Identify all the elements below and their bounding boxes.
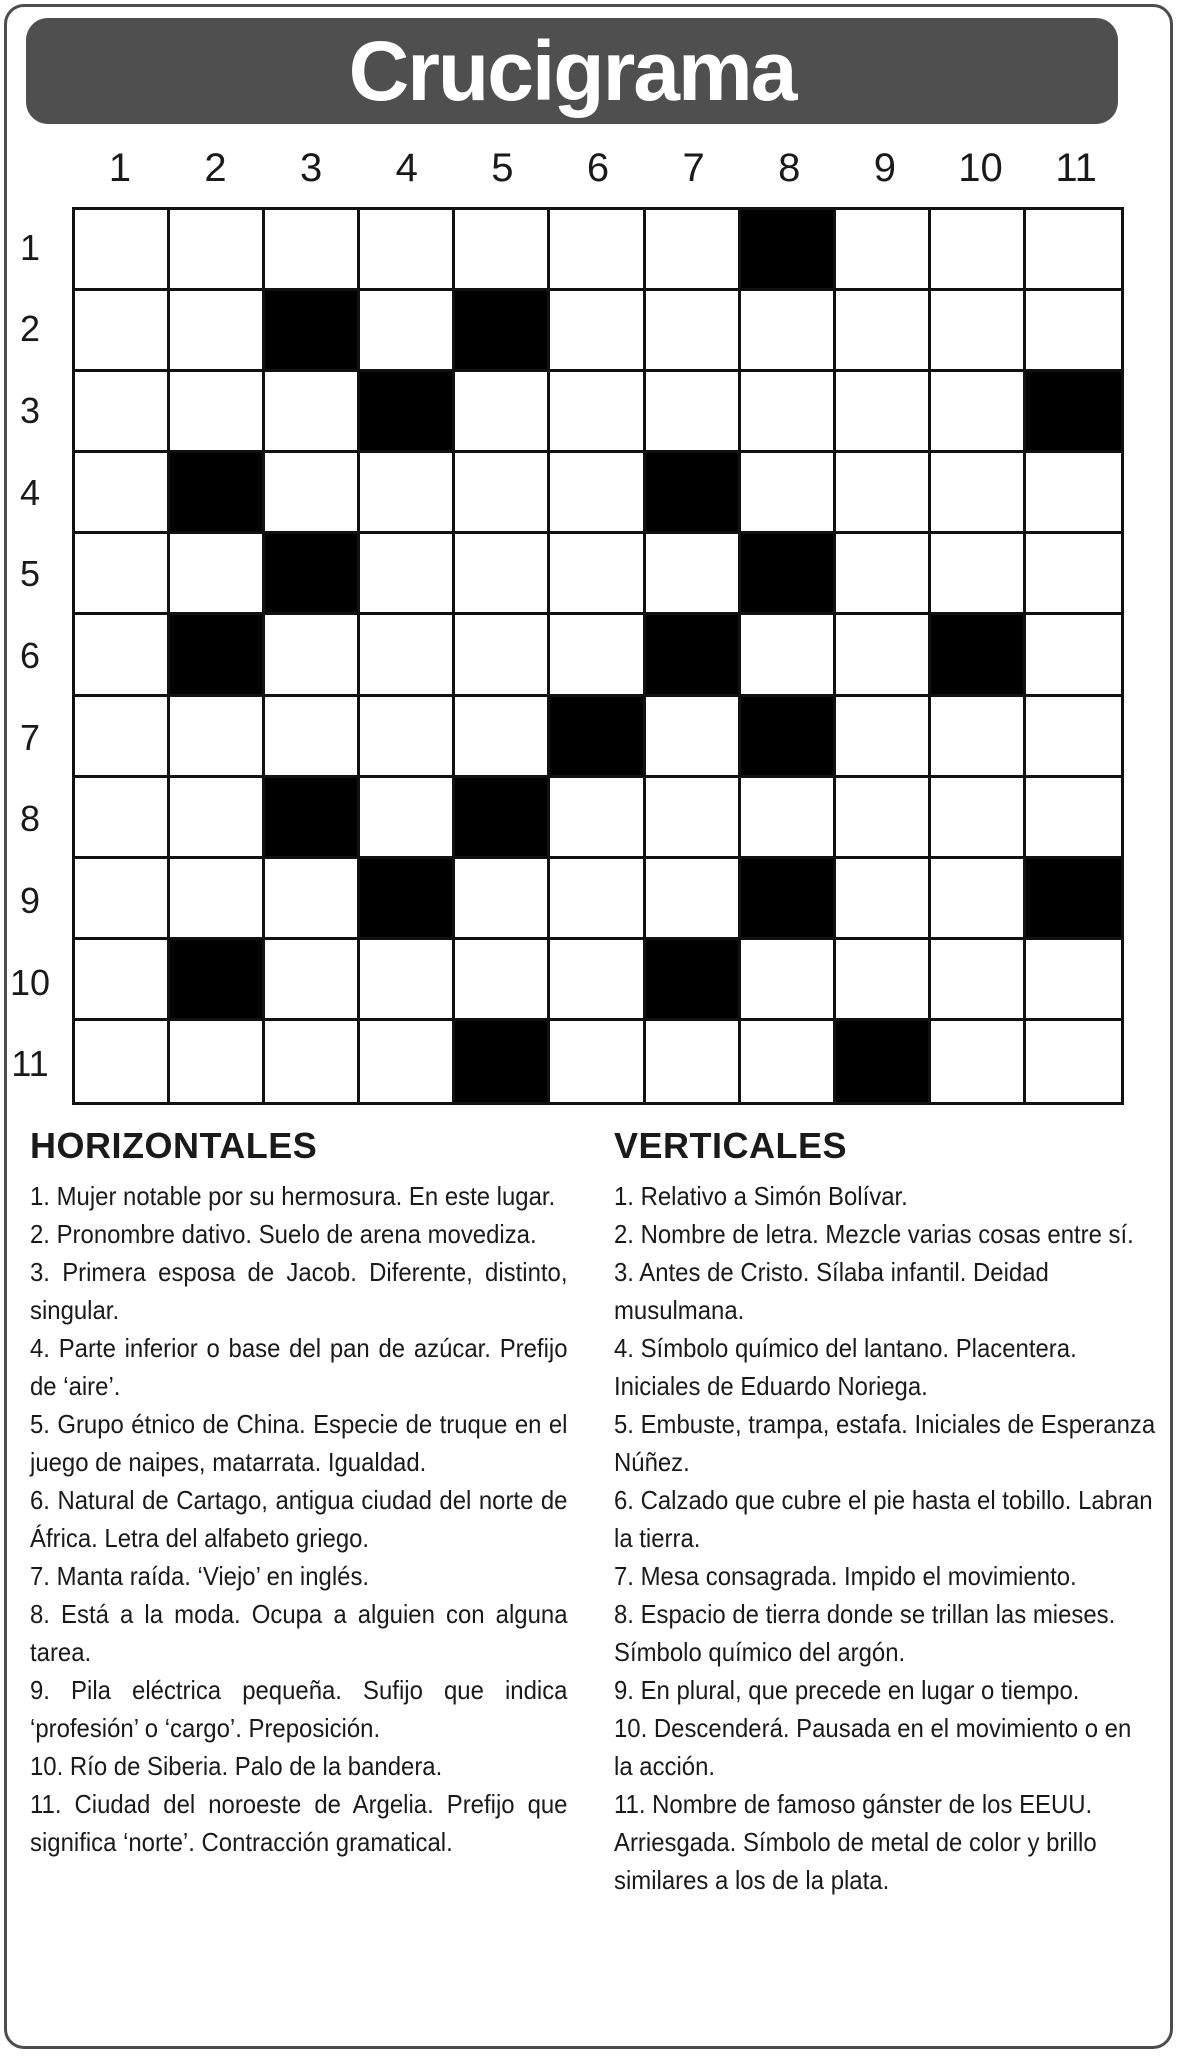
white-cell[interactable] bbox=[550, 940, 645, 1021]
white-cell[interactable] bbox=[931, 291, 1026, 372]
white-cell[interactable] bbox=[550, 291, 645, 372]
white-cell[interactable] bbox=[931, 778, 1026, 859]
white-cell[interactable] bbox=[550, 859, 645, 940]
down-clue: 5. Embuste, trampa, estafa. Iniciales de Esperanza Núñez. bbox=[614, 1409, 1156, 1477]
down-clue: 3. Antes de Cristo. Sílaba infantil. Deidad musulmana. bbox=[614, 1257, 1049, 1325]
white-cell[interactable] bbox=[75, 859, 170, 940]
white-cell[interactable] bbox=[170, 778, 265, 859]
white-cell[interactable] bbox=[646, 372, 741, 453]
white-cell[interactable] bbox=[741, 1021, 836, 1102]
white-cell[interactable] bbox=[931, 210, 1026, 291]
white-cell[interactable] bbox=[836, 615, 931, 696]
row-number: 8 bbox=[19, 798, 41, 840]
black-cell bbox=[455, 291, 550, 372]
title-banner bbox=[26, 18, 1118, 124]
white-cell[interactable] bbox=[741, 778, 836, 859]
white-cell[interactable] bbox=[455, 534, 550, 615]
white-cell[interactable] bbox=[265, 697, 360, 778]
black-cell bbox=[360, 859, 455, 940]
white-cell[interactable] bbox=[1026, 697, 1121, 778]
white-cell[interactable] bbox=[170, 291, 265, 372]
white-cell[interactable] bbox=[550, 778, 645, 859]
white-cell[interactable] bbox=[360, 453, 455, 534]
white-cell[interactable] bbox=[646, 291, 741, 372]
white-cell[interactable] bbox=[1026, 615, 1121, 696]
column-number: 7 bbox=[682, 146, 705, 190]
white-cell[interactable] bbox=[265, 1021, 360, 1102]
column-number: 6 bbox=[586, 146, 610, 190]
white-cell[interactable] bbox=[550, 372, 645, 453]
white-cell[interactable] bbox=[1026, 210, 1121, 291]
white-cell[interactable] bbox=[360, 1021, 455, 1102]
white-cell[interactable] bbox=[931, 534, 1026, 615]
white-cell[interactable] bbox=[265, 615, 360, 696]
black-cell bbox=[646, 615, 741, 696]
white-cell[interactable] bbox=[646, 534, 741, 615]
white-cell[interactable] bbox=[931, 940, 1026, 1021]
column-number: 9 bbox=[873, 146, 897, 190]
white-cell[interactable] bbox=[75, 615, 170, 696]
down-clue-list bbox=[614, 1177, 1154, 1899]
down-clue: 10. Descenderá. Pausada en el movimiento o en la acción. bbox=[614, 1713, 1132, 1781]
across-clue: 6. Natural de Cartago, antigua ciudad del norte de África. Letra del alfabeto griego. bbox=[30, 1485, 568, 1553]
white-cell[interactable] bbox=[455, 210, 550, 291]
white-cell[interactable] bbox=[836, 210, 931, 291]
white-cell[interactable] bbox=[1026, 1021, 1121, 1102]
white-cell[interactable] bbox=[836, 940, 931, 1021]
white-cell[interactable] bbox=[646, 697, 741, 778]
white-cell[interactable] bbox=[931, 1021, 1026, 1102]
row-number: 5 bbox=[19, 553, 41, 595]
white-cell[interactable] bbox=[1026, 534, 1121, 615]
row-number: 7 bbox=[19, 716, 41, 758]
black-cell bbox=[170, 453, 265, 534]
white-cell[interactable] bbox=[75, 940, 170, 1021]
row-number: 1 bbox=[19, 226, 41, 268]
white-cell[interactable] bbox=[836, 534, 931, 615]
white-cell[interactable] bbox=[741, 453, 836, 534]
column-number: 10 bbox=[958, 146, 1003, 190]
black-cell bbox=[1026, 859, 1121, 940]
across-clue: 5. Grupo étnico de China. Especie de truque en el juego de naipes, matarrata. Igualdad. bbox=[30, 1409, 568, 1477]
white-cell[interactable] bbox=[455, 940, 550, 1021]
black-cell bbox=[170, 940, 265, 1021]
white-cell[interactable] bbox=[265, 210, 360, 291]
column-number: 8 bbox=[778, 146, 801, 190]
down-clue: 1. Relativo a Simón Bolívar. bbox=[614, 1181, 908, 1211]
black-cell bbox=[170, 615, 265, 696]
black-cell bbox=[455, 778, 550, 859]
black-cell bbox=[646, 940, 741, 1021]
black-cell bbox=[931, 615, 1026, 696]
across-clue: 7. Manta raída. ‘Viejo’ en inglés. bbox=[30, 1561, 370, 1591]
row-number: 9 bbox=[19, 879, 41, 921]
white-cell[interactable] bbox=[550, 1021, 645, 1102]
black-cell bbox=[741, 534, 836, 615]
row-number: 2 bbox=[19, 308, 41, 350]
white-cell[interactable] bbox=[836, 453, 931, 534]
black-cell bbox=[550, 697, 645, 778]
across-clue: 1. Mujer notable por su hermosura. En este lugar. bbox=[30, 1181, 556, 1211]
down-clue: 8. Espacio de tierra donde se trillan las mieses. Símbolo químico del argón. bbox=[614, 1599, 1116, 1667]
white-cell[interactable] bbox=[170, 697, 265, 778]
black-cell bbox=[741, 210, 836, 291]
white-cell[interactable] bbox=[646, 859, 741, 940]
white-cell[interactable] bbox=[455, 615, 550, 696]
white-cell[interactable] bbox=[1026, 940, 1121, 1021]
white-cell[interactable] bbox=[75, 697, 170, 778]
page-title: Crucigrama bbox=[348, 23, 796, 118]
white-cell[interactable] bbox=[1026, 778, 1121, 859]
white-cell[interactable] bbox=[170, 859, 265, 940]
row-number: 4 bbox=[19, 471, 41, 513]
white-cell[interactable] bbox=[170, 534, 265, 615]
across-clue: 9. Pila eléctrica pequeña. Sufijo que indica ‘profesión’ o ‘cargo’. Preposición. bbox=[30, 1675, 568, 1743]
white-cell[interactable] bbox=[741, 291, 836, 372]
white-cell[interactable] bbox=[455, 859, 550, 940]
column-number: 2 bbox=[204, 146, 227, 190]
white-cell[interactable] bbox=[550, 534, 645, 615]
row-number: 3 bbox=[19, 390, 41, 432]
white-cell[interactable] bbox=[646, 1021, 741, 1102]
white-cell[interactable] bbox=[360, 778, 455, 859]
across-clues-section bbox=[30, 1125, 566, 1861]
white-cell[interactable] bbox=[1026, 453, 1121, 534]
across-clue: 11. Ciudad del noroeste de Argelia. Prefijo que significa ‘norte’. Contracción gramatical. bbox=[30, 1789, 568, 1857]
down-clue: 2. Nombre de letra. Mezcle varias cosas entre sí. bbox=[614, 1219, 1134, 1249]
white-cell[interactable] bbox=[741, 940, 836, 1021]
across-clue: 8. Está a la moda. Ocupa a alguien con alguna tarea. bbox=[30, 1599, 568, 1667]
white-cell[interactable] bbox=[931, 453, 1026, 534]
white-cell[interactable] bbox=[836, 697, 931, 778]
down-clue: 7. Mesa consagrada. Impido el movimiento. bbox=[614, 1561, 1077, 1591]
black-cell bbox=[1026, 372, 1121, 453]
white-cell[interactable] bbox=[646, 778, 741, 859]
white-cell[interactable] bbox=[265, 372, 360, 453]
across-clue: 10. Río de Siberia. Palo de la bandera. bbox=[30, 1751, 443, 1781]
white-cell[interactable] bbox=[455, 697, 550, 778]
black-cell bbox=[741, 859, 836, 940]
white-cell[interactable] bbox=[931, 859, 1026, 940]
down-clue: 4. Símbolo químico del lantano. Placentera. Iniciales de Eduardo Noriega. bbox=[614, 1333, 1077, 1401]
white-cell[interactable] bbox=[75, 291, 170, 372]
black-cell bbox=[265, 778, 360, 859]
white-cell[interactable] bbox=[836, 291, 931, 372]
white-cell[interactable] bbox=[550, 210, 645, 291]
white-cell[interactable] bbox=[455, 453, 550, 534]
black-cell bbox=[836, 1021, 931, 1102]
black-cell bbox=[646, 453, 741, 534]
black-cell bbox=[265, 534, 360, 615]
white-cell[interactable] bbox=[75, 778, 170, 859]
black-cell bbox=[265, 291, 360, 372]
column-number: 5 bbox=[491, 146, 514, 190]
white-cell[interactable] bbox=[265, 940, 360, 1021]
white-cell[interactable] bbox=[1026, 291, 1121, 372]
down-clues-section bbox=[614, 1125, 1154, 1899]
white-cell[interactable] bbox=[741, 372, 836, 453]
black-cell bbox=[360, 372, 455, 453]
white-cell[interactable] bbox=[836, 372, 931, 453]
white-cell[interactable] bbox=[360, 534, 455, 615]
row-number: 11 bbox=[11, 1043, 49, 1085]
white-cell[interactable] bbox=[75, 1021, 170, 1102]
white-cell[interactable] bbox=[265, 453, 360, 534]
black-cell bbox=[741, 697, 836, 778]
crossword-grid bbox=[72, 207, 1124, 1105]
column-number: 3 bbox=[299, 146, 323, 190]
down-clue: 9. En plural, que precede en lugar o tiempo. bbox=[614, 1675, 1080, 1705]
across-clue: 4. Parte inferior o base del pan de azúcar. Prefijo de ‘aire’. bbox=[30, 1333, 568, 1401]
white-cell[interactable] bbox=[931, 697, 1026, 778]
white-cell[interactable] bbox=[75, 372, 170, 453]
white-cell[interactable] bbox=[170, 210, 265, 291]
white-cell[interactable] bbox=[75, 534, 170, 615]
white-cell[interactable] bbox=[265, 859, 360, 940]
white-cell[interactable] bbox=[741, 615, 836, 696]
white-cell[interactable] bbox=[170, 1021, 265, 1102]
black-cell bbox=[455, 1021, 550, 1102]
column-number: 4 bbox=[395, 146, 418, 190]
down-clue: 11. Nombre de famoso gánster de los EEUU. Arriesgada. Símbolo de metal de color y brillo similares a los de la plata. bbox=[614, 1789, 1097, 1895]
white-cell[interactable] bbox=[360, 940, 455, 1021]
across-clue: 2. Pronombre dativo. Suelo de arena movediza. bbox=[30, 1219, 537, 1249]
white-cell[interactable] bbox=[360, 291, 455, 372]
white-cell[interactable] bbox=[360, 210, 455, 291]
white-cell[interactable] bbox=[550, 453, 645, 534]
down-clue: 6. Calzado que cubre el pie hasta el tobillo. Labran la tierra. bbox=[614, 1485, 1153, 1553]
white-cell[interactable] bbox=[550, 615, 645, 696]
white-cell[interactable] bbox=[75, 210, 170, 291]
column-number: 11 bbox=[1055, 146, 1097, 190]
across-clue: 3. Primera esposa de Jacob. Diferente, distinto, singular. bbox=[30, 1257, 568, 1325]
row-number: 10 bbox=[9, 961, 51, 1003]
white-cell[interactable] bbox=[646, 210, 741, 291]
across-clue-list bbox=[30, 1177, 566, 1861]
white-cell[interactable] bbox=[931, 372, 1026, 453]
white-cell[interactable] bbox=[360, 615, 455, 696]
white-cell[interactable] bbox=[360, 697, 455, 778]
across-heading: HORIZONTALES bbox=[30, 1125, 318, 1166]
down-heading: VERTICALES bbox=[614, 1125, 848, 1166]
white-cell[interactable] bbox=[170, 372, 265, 453]
white-cell[interactable] bbox=[836, 859, 931, 940]
column-number: 1 bbox=[108, 146, 131, 190]
white-cell[interactable] bbox=[836, 778, 931, 859]
white-cell[interactable] bbox=[455, 372, 550, 453]
row-number: 6 bbox=[19, 635, 41, 676]
white-cell[interactable] bbox=[75, 453, 170, 534]
